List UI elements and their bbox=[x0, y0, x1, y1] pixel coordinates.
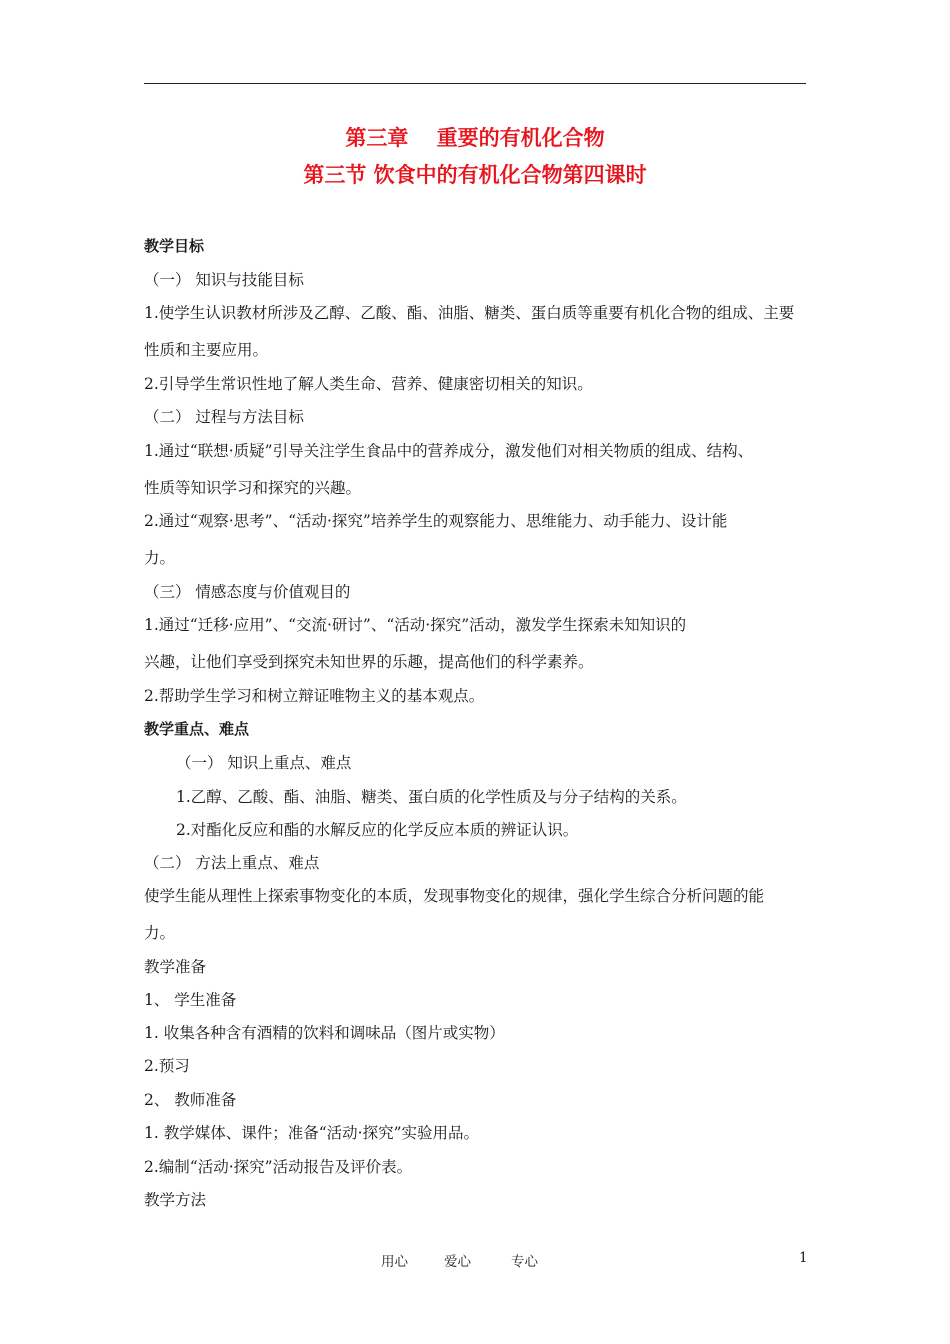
paragraph-line: 力。 bbox=[144, 924, 176, 942]
paragraph-line: 2.帮助学生学习和树立辩证唯物主义的基本观点。 bbox=[144, 687, 485, 705]
paragraph-line: 力。 bbox=[144, 549, 176, 567]
header-rule bbox=[144, 83, 806, 84]
subheading-knowledge-key-points: （一） 知识上重点、难点 bbox=[176, 754, 352, 772]
heading-teaching-methods: 教学方法 bbox=[144, 1191, 207, 1209]
paragraph-line: 2.通过“观察·思考”、“活动·探究”培养学生的观察能力、思维能力、动手能力、设计能 bbox=[144, 512, 728, 530]
paragraph-line: 1. 教学媒体、课件；准备“活动·探究”实验用品。 bbox=[144, 1124, 479, 1142]
subheading-student-preparation: 1、 学生准备 bbox=[144, 991, 237, 1009]
paragraph-line: 1.乙醇、乙酸、酯、油脂、糖类、蛋白质的化学性质及与分子结构的关系。 bbox=[176, 788, 687, 806]
paragraph-line: 1.使学生认识教材所涉及乙醇、乙酸、酯、油脂、糖类、蛋白质等重要有机化合物的组成、主要 bbox=[144, 304, 795, 322]
footer-motto-2: 爱心 bbox=[444, 1254, 471, 1270]
section-title: 第三节 饮食中的有机化合物第四课时 bbox=[303, 163, 647, 187]
subheading-method-key-points: （二） 方法上重点、难点 bbox=[144, 854, 320, 872]
heading-teaching-goals: 教学目标 bbox=[144, 237, 205, 255]
paragraph-line: 兴趣，让他们享受到探究未知世界的乐趣，提高他们的科学素养。 bbox=[144, 653, 594, 671]
paragraph-line: 1.通过“迁移·应用”、“交流·研讨”、“活动·探究”活动，激发学生探索未知知识的 bbox=[144, 616, 687, 634]
paragraph-line: 性质和主要应用。 bbox=[144, 341, 269, 359]
footer-motto-3: 专心 bbox=[511, 1254, 538, 1270]
subheading-process-methods: （二） 过程与方法目标 bbox=[144, 408, 304, 426]
footer-motto-1: 用心 bbox=[381, 1254, 408, 1270]
paragraph-line: 性质等知识学习和探究的兴趣。 bbox=[144, 479, 362, 497]
paragraph-line: 1.通过“联想·质疑”引导关注学生食品中的营养成分，激发他们对相关物质的组成、结构、 bbox=[144, 442, 754, 460]
subheading-attitude-values: （三） 情感态度与价值观目的 bbox=[144, 583, 351, 601]
paragraph-line: 使学生能从理性上探索事物变化的本质，发现事物变化的规律，强化学生综合分析问题的能 bbox=[144, 887, 765, 905]
subheading-knowledge-skills: （一） 知识与技能目标 bbox=[144, 271, 304, 289]
page-number: 1 bbox=[799, 1250, 808, 1266]
heading-key-points: 教学重点、难点 bbox=[144, 720, 250, 738]
paragraph-line: 2.对酯化反应和酯的水解反应的化学反应本质的辨证认识。 bbox=[176, 821, 579, 839]
paragraph-line: 2.预习 bbox=[144, 1057, 190, 1075]
subheading-teacher-preparation: 2、 教师准备 bbox=[144, 1091, 237, 1109]
paragraph-line: 1. 收集各种含有酒精的饮料和调味品（图片或实物） bbox=[144, 1024, 505, 1042]
paragraph-line: 2.引导学生常识性地了解人类生命、营养、健康密切相关的知识。 bbox=[144, 375, 593, 393]
paragraph-line: 2.编制“活动·探究”活动报告及评价表。 bbox=[144, 1158, 413, 1176]
heading-teaching-preparation: 教学准备 bbox=[144, 958, 207, 976]
chapter-title: 第三章 重要的有机化合物 bbox=[345, 126, 605, 150]
